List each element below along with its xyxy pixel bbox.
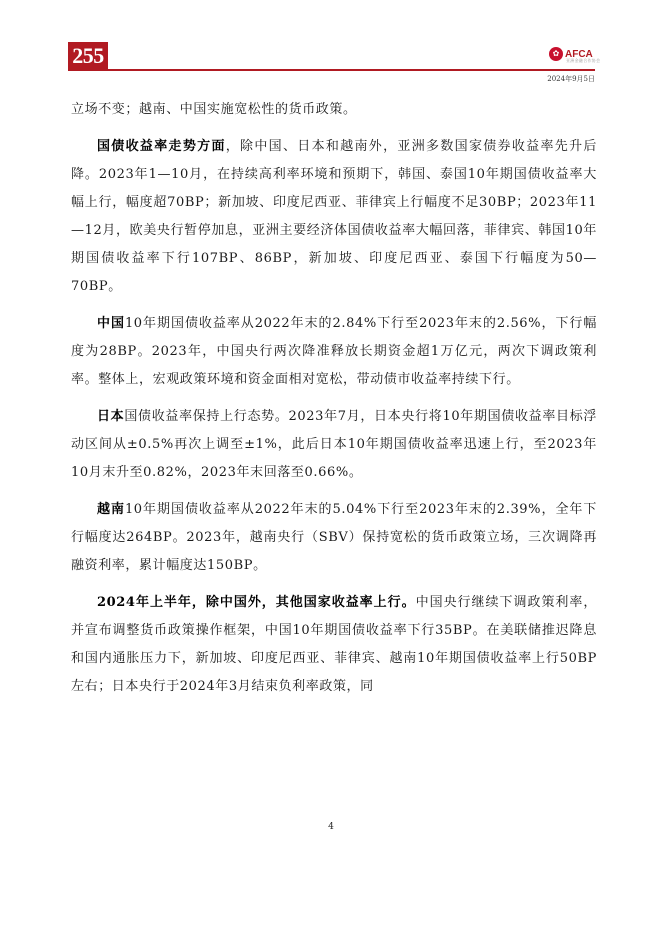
paragraph-lead: 日本	[97, 409, 125, 424]
afca-logo-text: AFCA	[565, 48, 593, 60]
paragraph-3: 日本国债收益率保持上行态势。2023年7月，日本央行将10年期国债收益率目标浮动区间从±0.5%再次上调至±1%，此后日本10年期国债收益率迅速上行，至2023年10月末升至0.82%，2023年末回落至0.66%。	[71, 409, 597, 480]
header-date: 2024年9月5日	[547, 75, 595, 83]
paragraph-5: 2024年上半年，除中国外，其他国家收益率上行。中国央行继续下调政策利率，并宣布调整货币政策操作框架，中国10年期国债收益率下行35BP。在美联储推迟降息和国内通胀压力下，新加坡、印度尼西亚、菲律宾、越南10年期国债收益率上行50BP左右；日本央行于2024年3月结束负利率政策，同	[71, 595, 597, 694]
paragraph-2: 中国10年期国债收益率从2022年末的2.84%下行至2023年末的2.56%，下行幅度为28BP。2023年，中国央行两次降准释放长期资金超1万亿元，两次下调政策利率。整体上，宏观政策环境和资金面相对宽松，带动债市收益率持续下行。	[71, 316, 598, 387]
paragraph-1: 国债收益率走势方面，除中国、日本和越南外，亚洲多数国家债券收益率先升后降。2023年1—10月，在持续高利率环境和预期下，韩国、泰国10年期国债收益率大幅上行，幅度超70BP；新加坡、印度尼西亚、菲律宾上行幅度不足30BP；2023年11—12月，欧美央行暂停加息，亚洲主要经济体国债收益率大幅回落，菲律宾、韩国10年期国债收益率下行107BP、86BP，新加坡、印度尼西亚、泰国下行幅度为50—70BP。	[71, 139, 597, 294]
paragraph-lead: 越南	[97, 502, 125, 517]
paragraph-4: 越南10年期国债收益率从2022年末的5.04%下行至2023年末的2.39%，全年下行幅度达264BP。2023年，越南央行（SBV）保持宽松的货币政策立场，三次调降再融资利率，累计幅度达150BP。	[71, 502, 598, 573]
document-body	[71, 96, 597, 701]
paragraph-lead: 国债收益率走势方面	[97, 139, 226, 154]
paragraph-lead: 中国	[97, 316, 125, 331]
page-number: 4	[328, 822, 334, 832]
paragraph-0: 立场不变；越南、中国实施宽松性的货币政策。	[71, 102, 357, 117]
afca-logo-icon: ✿	[549, 47, 563, 61]
afca-logo-subtext: 亚洲金融合作协会	[566, 58, 601, 63]
paragraph-lead: 2024年上半年，除中国外，其他国家收益率上行。	[97, 595, 416, 610]
report-number-badge: 255	[68, 42, 108, 69]
header-divider	[68, 69, 595, 71]
